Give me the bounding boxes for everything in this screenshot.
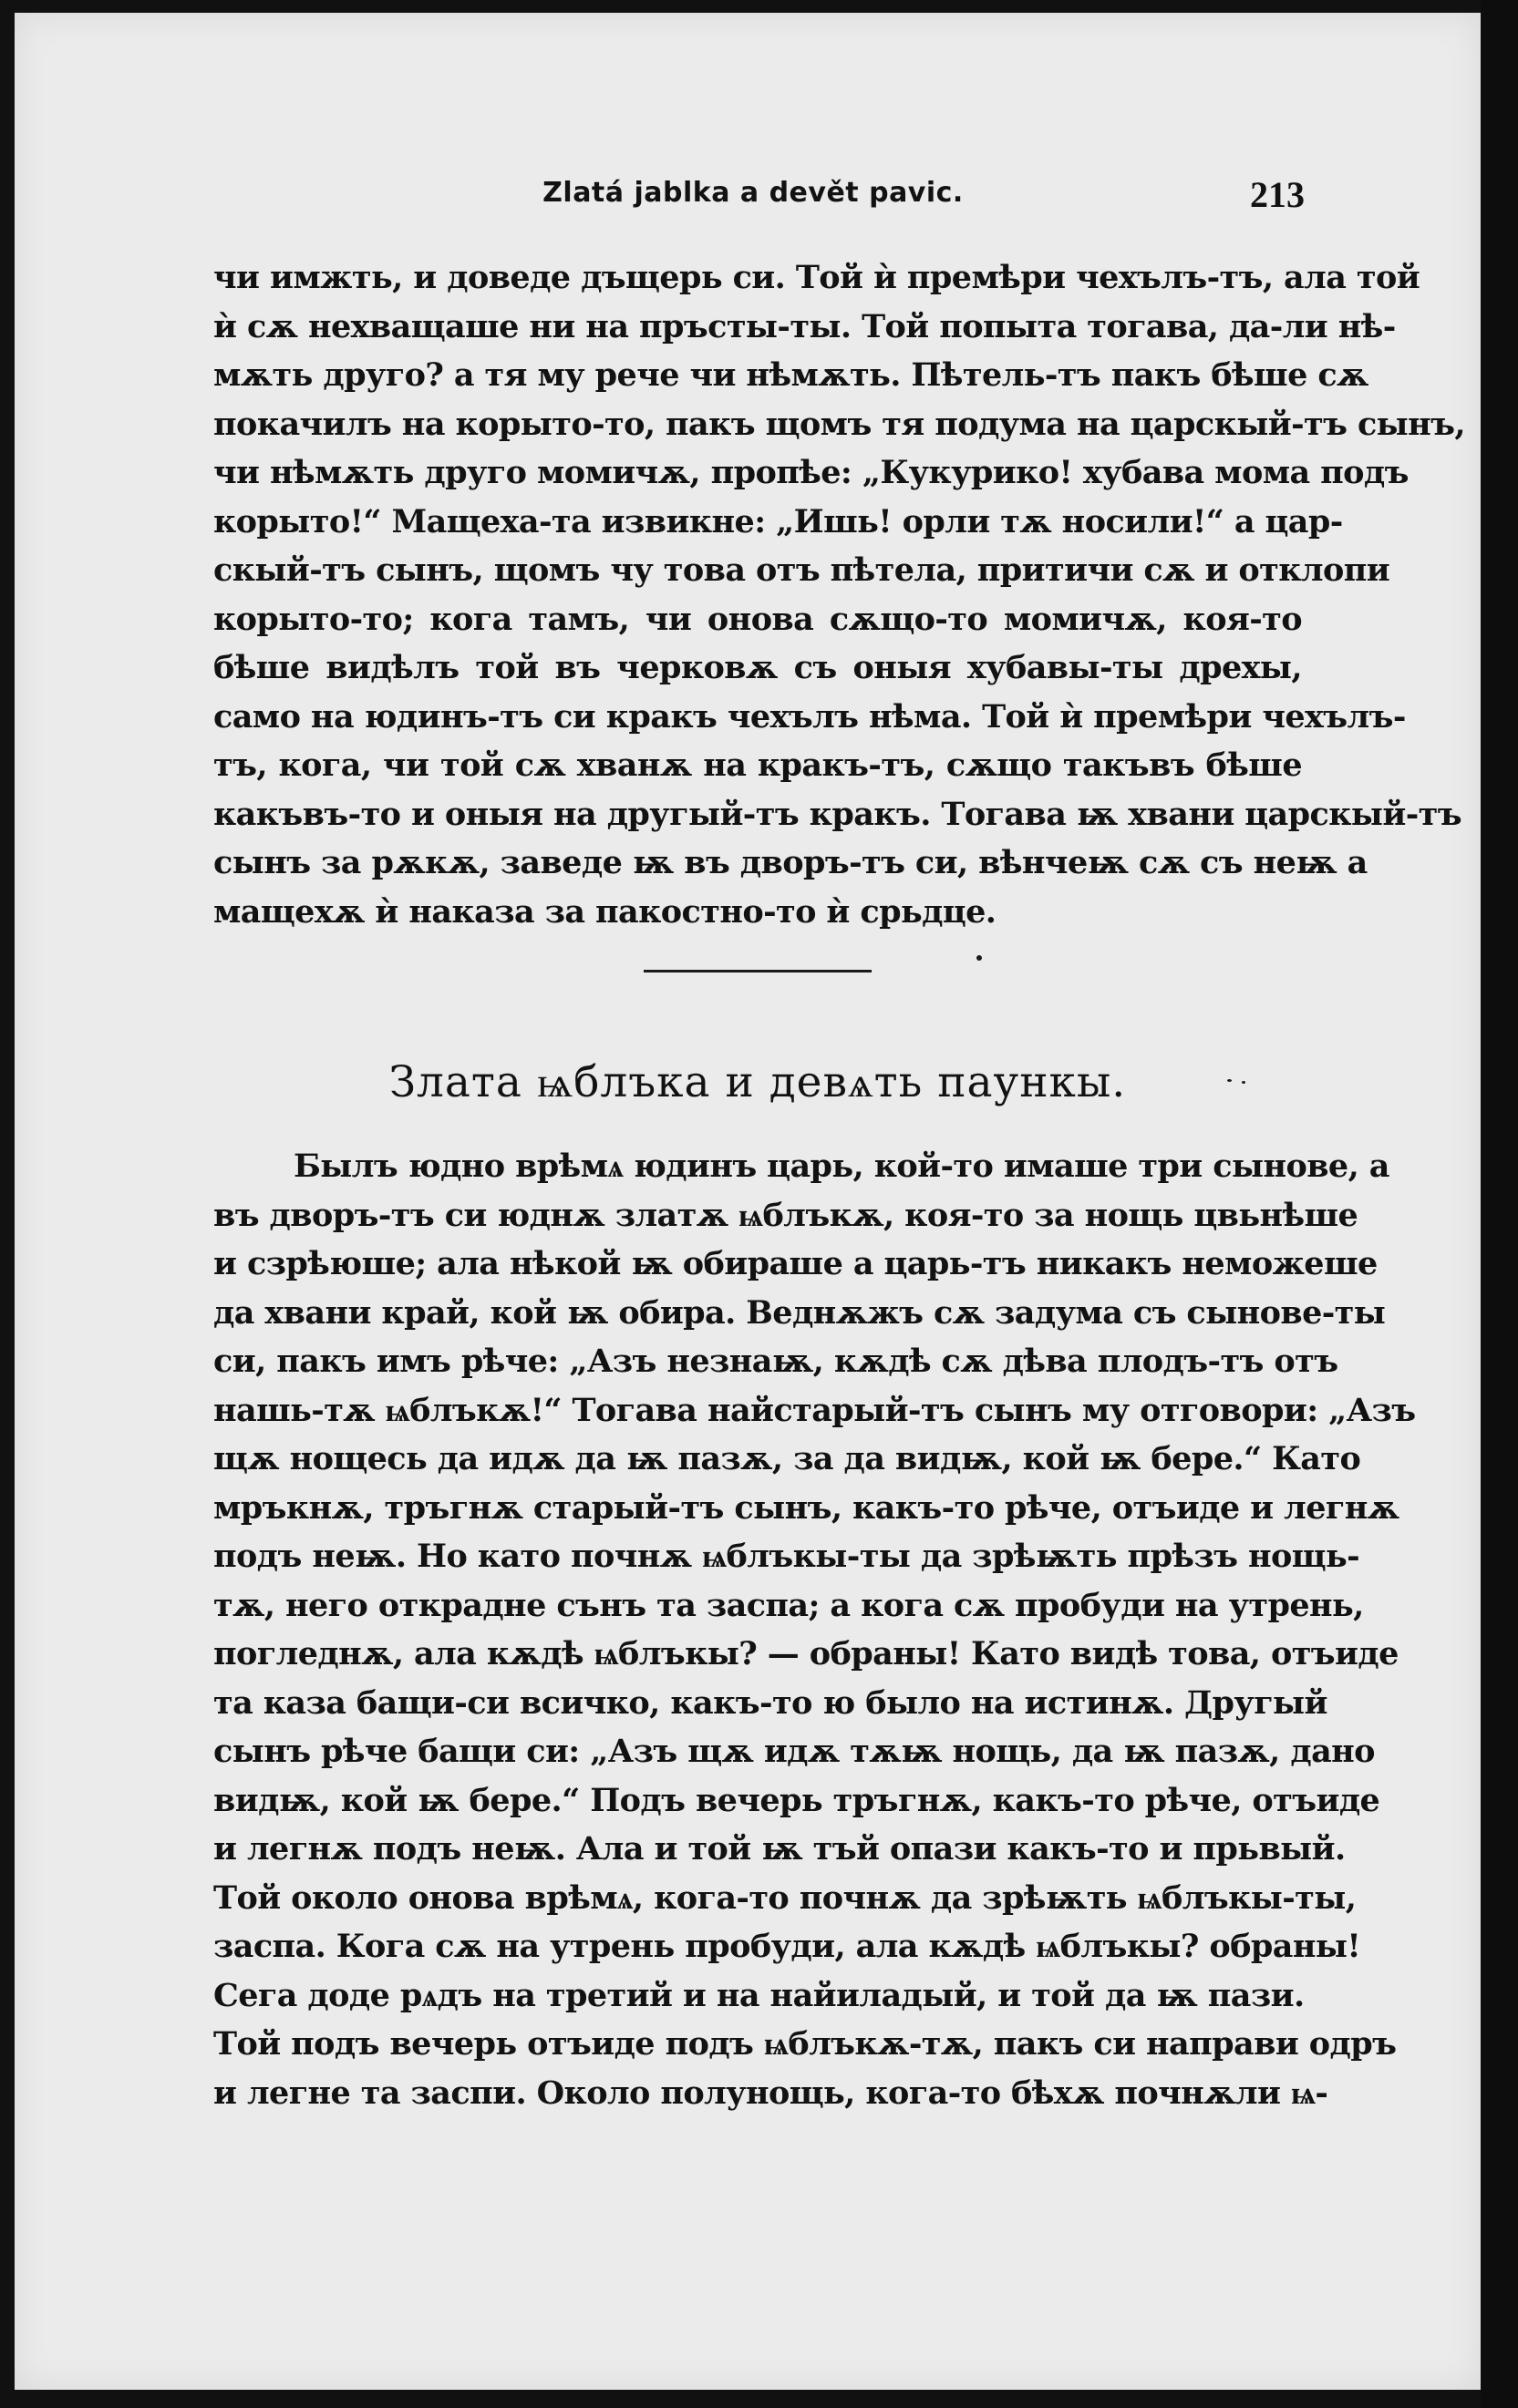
text-line: покачилъ на корыто-то, пакъ щомъ тя подума на царскый-тъ сынъ, [213,405,1465,443]
previous-story-ending [213,259,1465,944]
running-title: Zlatá jablka a devět pavic. [542,177,964,209]
text-line: мащехѫ ѝ наказа за пакостно-то ѝ срьдце. [213,892,997,931]
text-line: чи имжть, и доведе дъщерь си. Той ѝ премѣри чехълъ-тъ, ала той [213,259,1420,296]
text-line: и легнѫ подъ неѭ. Ала и той ѭ тъй опази какъ-то и прьвый. [213,1830,1346,1868]
text-line: нашь-тѫ ѩблъкѫ!“ Тогава найстарый-тъ сынъ му отговори: „Азъ [213,1391,1416,1429]
text-line: и сзрѣюше; ала нѣкой ѭ обираше а царь-тъ никакъ неможеше [213,1245,1378,1282]
text-line: чи нѣмѫть друго момичѫ, пропѣе: „Кукурико! хубава мома подъ [213,454,1409,491]
print-speck [1227,1079,1232,1082]
text-line: въ дворъ-тъ си юднѫ златѫ ѩблъкѫ, коя-то за нощь цвьнѣше [213,1196,1358,1234]
text-line: тѫ, него открадне сънъ та заспа; а кога сѫ пробуди на утрень, [213,1586,1364,1624]
text-line: какъвъ-то и оныя на другый-тъ кракъ. Тогава ѭ хвани царскый-тъ [213,795,1461,833]
text-line: корыто!“ Мащеха-та извикне: „Ишь! орли тѫ носили!“ а цар- [213,502,1343,540]
text-line: щѫ нощесь да идѫ да ѭ пазѫ, за да видѭ, кой ѭ бере.“ Като [213,1440,1361,1477]
book-page [15,13,1481,2390]
text-line: ѝ сѫ нехващаше ни на пръсты-ты. Той попыта тогава, да-ли нѣ- [213,307,1396,345]
text-line: само на юдинъ-тъ си кракъ чехълъ нѣма. Той ѝ премѣри чехълъ- [213,697,1406,736]
text-line: Былъ юдно врѣмѧ юдинъ царь, кой-то имаше три сынове, а [294,1147,1389,1185]
text-line: сынъ за рѫкѫ, заведе ѭ въ дворъ-тъ си, вѣнчеѭ сѫ съ неѭ а [213,844,1368,881]
text-line: си, пакъ имъ рѣче: „Азъ незнаѭ, кѫдѣ сѫ дѣва плодъ-тъ отъ [213,1343,1338,1380]
story-title: Злата ѩблъка и девѧть паункы. [388,1057,1127,1107]
text-line: да хвани край, кой ѭ обира. Веднѫжъ сѫ задума съ сынове-ты [213,1293,1386,1332]
text-line: Той около онова врѣмѧ, кога-то почнѫ да зрѣѭть ѩблъкы-ты, [213,1878,1357,1917]
text-line: заспа. Кога сѫ на утрень пробуди, ала кѫдѣ ѩблъкы? обраны! [213,1928,1361,1965]
text-line: мръкнѫ, тръгнѫ старый-тъ сынъ, какъ-то рѣче, отъиде и легнѫ [213,1488,1399,1527]
text-line: погледнѫ, ала кѫдѣ ѩблъкы? — обраны! Като видѣ това, отъиде [213,1635,1399,1672]
text-line: корыто-то; кога тамъ, чи онова сѫщо-то момичѫ, коя-то [213,600,1302,638]
print-speck [976,955,982,961]
text-line: видѭ, кой ѭ бере.“ Подъ вечерь тръгнѫ, какъ-то рѣче, отъиде [213,1781,1380,1819]
text-line: и легне та заспи. Около полунощь, кога-то бѣхѫ почнѫли ѩ- [213,2074,1328,2112]
scan-border [1481,0,1518,2408]
running-head [201,173,1305,219]
page-number: 213 [1250,174,1305,215]
text-line: тъ, кога, чи той сѫ хванѫ на кракъ-тъ, сѫщо такъвъ бѣше [213,746,1302,784]
section-divider [644,970,872,972]
story-body [213,1147,1416,2125]
text-line: бѣше видѣлъ той въ черковѫ съ оныя хубавы-ты дрехы, [213,649,1302,686]
text-line: сынъ рѣче бащи си: „Азъ щѫ идѫ тѫѭ нощь, да ѭ пазѫ, дано [213,1733,1375,1770]
text-line: скый-тъ сынъ, щомъ чу това отъ пѣтела, притичи сѫ и отклопи [213,551,1390,589]
text-line: мѫть друго? а тя му рече чи нѣмѫть. Пѣтель-тъ пакъ бѣше сѫ [213,356,1368,394]
print-speck [1242,1081,1245,1084]
text-line: Сега доде рѧдъ на третий и на найиладый, и той да ѭ пази. [213,1976,1305,2014]
text-line: Той подъ вечерь отъиде подъ ѩблъкѫ-тѫ, пакъ си направи одръ [213,2025,1397,2063]
text-line: подъ неѭ. Но като почнѫ ѩблъкы-ты да зрѣѭть прѣзъ нощь- [213,1538,1360,1575]
text-line: та каза бащи-си всичко, какъ-то ю было на истинѫ. Другый [213,1683,1327,1722]
